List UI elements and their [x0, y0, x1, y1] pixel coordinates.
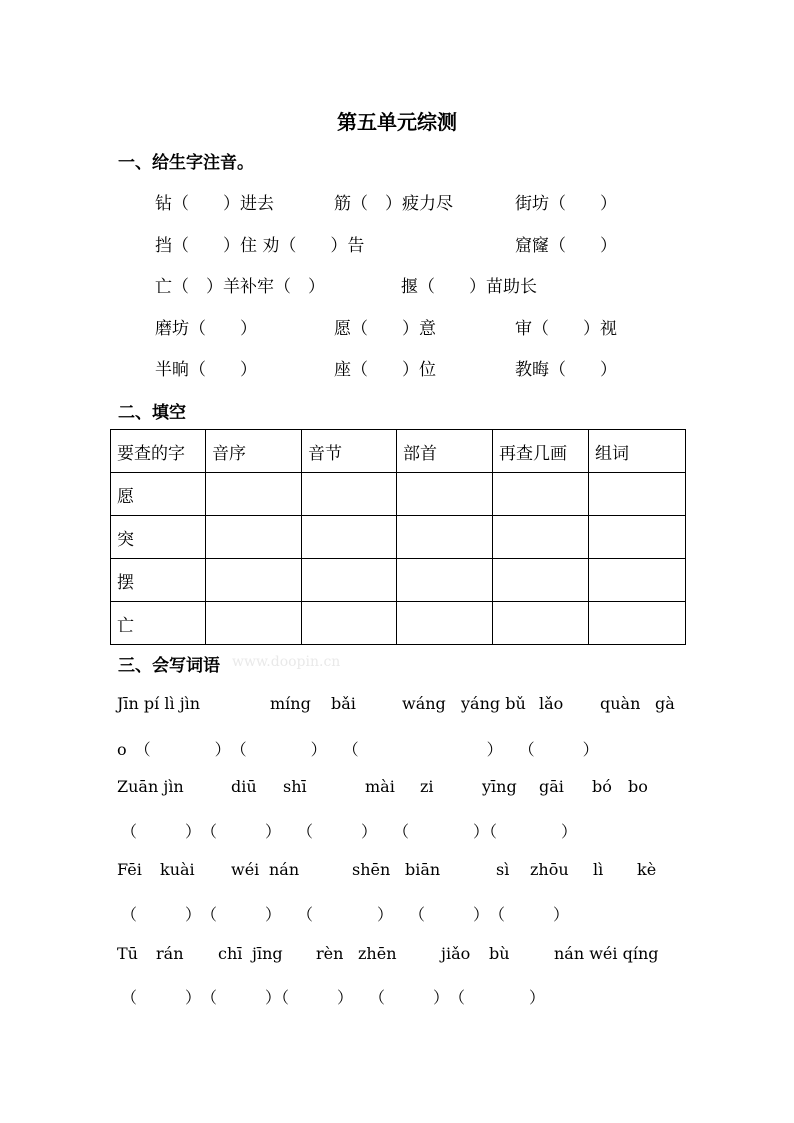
pinyin-word: bù [489, 944, 510, 963]
pinyin-word: nán wéi qíng [554, 944, 659, 963]
table-cell-blank[interactable] [589, 516, 686, 559]
table-header-row [111, 430, 686, 473]
table-cell-blank[interactable] [589, 602, 686, 645]
table-header: 音序 [206, 430, 302, 473]
pinyin-word: shēn [352, 860, 391, 879]
pinyin-word: zhōu [530, 860, 569, 879]
table-cell-blank[interactable] [302, 516, 397, 559]
pinyin-word: bó [592, 777, 612, 796]
table-cell-blank[interactable] [397, 516, 493, 559]
table-cell-blank[interactable] [493, 473, 589, 516]
section2-heading: 二、填空 [118, 403, 186, 423]
table-cell-char: 亡 [111, 602, 206, 645]
pinyin-word: gāi [539, 777, 564, 796]
table-cell-blank[interactable] [206, 602, 302, 645]
table-cell-blank[interactable] [302, 559, 397, 602]
answer-blanks[interactable]: o （ ） （ ） （ ） （ ） [117, 740, 599, 759]
pinyin-word: bǎi [331, 694, 356, 713]
table-header: 再查几画 [493, 430, 589, 473]
table-cell-char: 摆 [111, 559, 206, 602]
pinyin-word: zi [420, 777, 434, 796]
pinyin-word: diū [231, 777, 257, 796]
pinyin-word: biān [405, 860, 441, 879]
pinyin-item: 愿（ ）意 [334, 319, 436, 339]
pinyin-word: quàn [600, 694, 641, 713]
table-cell-char: 突 [111, 516, 206, 559]
pinyin-item: 揠（ ）苗助长 [401, 277, 537, 297]
pinyin-item: 磨坊（ ） [155, 319, 257, 339]
pinyin-word: wéi [231, 860, 260, 879]
pinyin-word: kè [637, 860, 657, 879]
pinyin-item: 亡（ ）羊补牢（ ） [155, 277, 325, 297]
pinyin-word: shī [283, 777, 307, 796]
table-row [111, 516, 686, 559]
table-cell-blank[interactable] [493, 516, 589, 559]
pinyin-word: míng [270, 694, 311, 713]
pinyin-item: 挡（ ）住 劝（ ）告 [155, 236, 365, 256]
table-row [111, 559, 686, 602]
lookup-table [110, 429, 686, 645]
pinyin-word: yīng [482, 777, 517, 796]
pinyin-item: 审（ ）视 [515, 319, 617, 339]
section3-heading: 三、会写词语 [118, 656, 220, 676]
pinyin-word: lǎo [539, 694, 564, 713]
table-row [111, 602, 686, 645]
table-cell-blank[interactable] [302, 602, 397, 645]
table-header: 组词 [589, 430, 686, 473]
pinyin-item: 半晌（ ） [155, 360, 257, 380]
table-header: 部首 [397, 430, 493, 473]
table-cell-blank[interactable] [589, 473, 686, 516]
table-cell-blank[interactable] [206, 473, 302, 516]
table-cell-blank[interactable] [206, 516, 302, 559]
table-header: 音节 [302, 430, 397, 473]
table-cell-blank[interactable] [206, 559, 302, 602]
table-cell-blank[interactable] [302, 473, 397, 516]
table-cell-blank[interactable] [589, 559, 686, 602]
watermark: www.doopin.cn [232, 654, 341, 670]
pinyin-word: lì [593, 860, 604, 879]
pinyin-item: 窟窿（ ） [515, 236, 617, 256]
table-cell-blank[interactable] [397, 602, 493, 645]
answer-blanks[interactable]: （ ） （ ）（ ） （ ） （ ） [121, 988, 546, 1007]
pinyin-word: Fēi [117, 860, 142, 879]
table-cell-blank[interactable] [397, 559, 493, 602]
table-row [111, 473, 686, 516]
pinyin-word: rán [156, 944, 184, 963]
pinyin-word: gà [655, 694, 675, 713]
pinyin-item: 筋（ ）疲力尽 [334, 194, 453, 214]
section1-heading: 一、给生字注音。 [118, 153, 254, 173]
table-cell-blank[interactable] [397, 473, 493, 516]
pinyin-word: jīng [252, 944, 283, 963]
pinyin-word: nán [269, 860, 300, 879]
page-title: 第五单元综测 [337, 110, 457, 134]
pinyin-item: 钻（ ）进去 [155, 194, 274, 214]
pinyin-word: kuài [160, 860, 195, 879]
pinyin-word: mài [365, 777, 395, 796]
pinyin-word: Tū [117, 944, 138, 963]
pinyin-word: chī [218, 944, 243, 963]
table-cell-blank[interactable] [493, 602, 589, 645]
pinyin-word: yáng bǔ [461, 694, 526, 713]
pinyin-word: jiǎo [441, 944, 471, 963]
pinyin-word: Jīn pí lì jìn [117, 694, 201, 713]
table-header: 要查的字 [111, 430, 206, 473]
pinyin-word: Zuān jìn [117, 777, 184, 796]
table-cell-char: 愿 [111, 473, 206, 516]
pinyin-word: sì [496, 860, 510, 879]
answer-blanks[interactable]: （ ） （ ） （ ） （ ） （ ） [121, 905, 570, 924]
pinyin-word: zhēn [358, 944, 397, 963]
pinyin-item: 街坊（ ） [515, 194, 617, 214]
pinyin-item: 座（ ）位 [334, 360, 436, 380]
pinyin-word: wáng [402, 694, 446, 713]
pinyin-item: 教晦（ ） [515, 360, 617, 380]
table-cell-blank[interactable] [493, 559, 589, 602]
answer-blanks[interactable]: （ ） （ ） （ ） （ ）（ ） [121, 822, 578, 841]
pinyin-word: bo [628, 777, 648, 796]
pinyin-word: rèn [316, 944, 344, 963]
